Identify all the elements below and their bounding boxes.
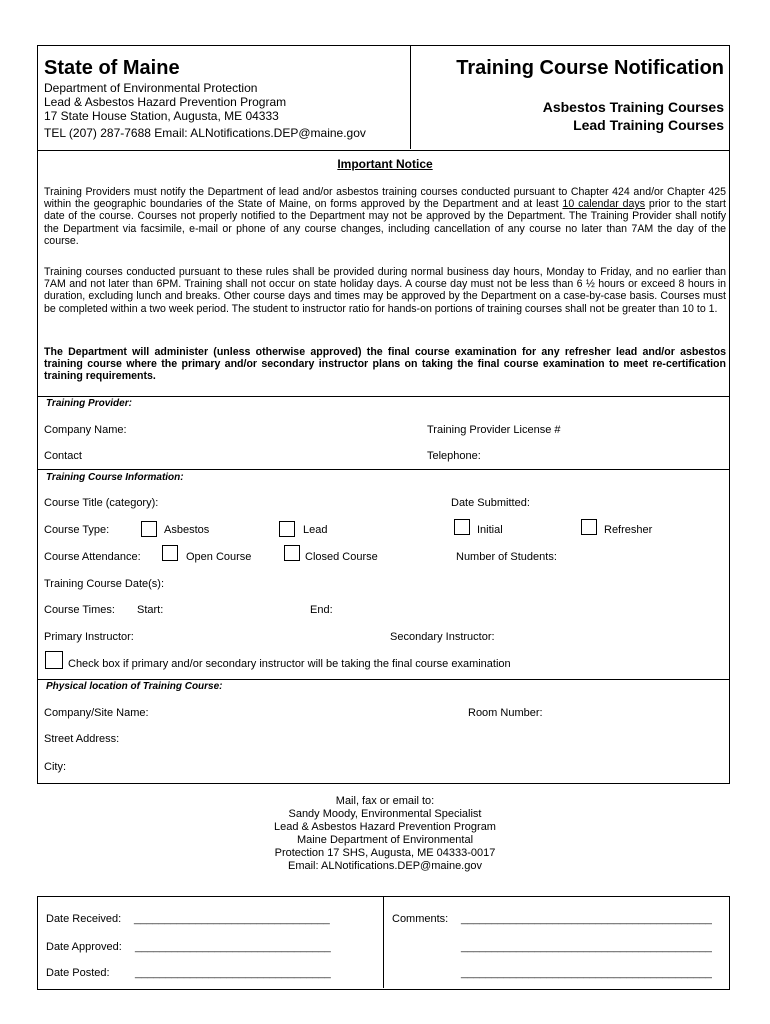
secondary-instructor-label[interactable]: Secondary Instructor: xyxy=(390,631,495,643)
notice-paragraph-3: The Department will administer (unless otherwise approved) the final course examination for any refresher lead and/or asbestos training course where the primary and/or secondary instructor plans on taking the final course examination to meet re-certification training requirements. xyxy=(44,346,726,383)
course-type-lead-heading: Lead Training Courses xyxy=(573,117,724,133)
section-physical-location: Physical location of Training Course: xyxy=(46,681,223,692)
closed-course-checkbox[interactable] xyxy=(284,545,300,561)
open-course-checkbox[interactable] xyxy=(162,545,178,561)
notice-p1-text-b: prior to the start date of the course. Courses not properly notified to the Department may not be approved by the Department. The Training Provider shall notify the Department via facsimile, e-mail or phone of any course changes, including cancellation of any course no later than 7AM the day of the course. xyxy=(44,198,726,247)
date-received-label: Date Received: xyxy=(46,913,122,925)
mail-line-4: Maine Department of Environmental xyxy=(296,834,474,846)
mail-line-3: Lead & Asbestos Hazard Prevention Program xyxy=(274,821,496,833)
course-type-asbestos-heading: Asbestos Training Courses xyxy=(542,99,724,115)
comments-line-2[interactable]: _________________________________________ xyxy=(461,941,712,953)
city-label[interactable]: City: xyxy=(44,761,66,773)
closed-course-option-label: Closed Course xyxy=(305,551,378,563)
header-divider xyxy=(410,45,411,149)
asbestos-checkbox[interactable] xyxy=(141,521,157,537)
dept-name: Department of Environmental Protection xyxy=(44,81,258,95)
number-of-students-label[interactable]: Number of Students: xyxy=(456,551,557,563)
mail-line-1: Mail, fax or email to: xyxy=(335,795,435,807)
divider-location xyxy=(37,679,730,680)
state-title: State of Maine xyxy=(44,57,180,79)
notice-p1-text-a: Training Providers must notify the Department of lead and/or asbestos training courses conducted pursuant to Chapter 424 and/or Chapter 425 within the geographic boundaries of the State of Maine, on forms approved by the Department and at least xyxy=(44,186,726,211)
date-posted-label: Date Posted: xyxy=(46,967,110,979)
contact-label[interactable]: Contact xyxy=(44,450,82,462)
course-dates-label[interactable]: Training Course Date(s): xyxy=(44,578,165,590)
course-times-label: Course Times: xyxy=(44,604,115,616)
date-approved-label: Date Approved: xyxy=(46,941,122,953)
company-name-label[interactable]: Company Name: xyxy=(44,424,127,436)
company-site-label[interactable]: Company/Site Name: xyxy=(44,707,149,719)
date-submitted-label[interactable]: Date Submitted: xyxy=(451,497,530,509)
notice-paragraph-1 xyxy=(44,186,726,247)
notice-title: Important Notice xyxy=(337,157,433,171)
room-number-label[interactable]: Room Number: xyxy=(468,707,543,719)
divider-provider xyxy=(37,396,730,397)
date-received-line[interactable]: ________________________________ xyxy=(134,913,330,925)
open-course-option-label: Open Course xyxy=(186,551,252,563)
comments-line-1[interactable]: _________________________________________ xyxy=(461,913,712,925)
mail-line-2: Sandy Moody, Environmental Specialist xyxy=(288,808,482,820)
comments-label: Comments: xyxy=(392,913,449,925)
provider-license-label[interactable]: Training Provider License # xyxy=(427,424,561,436)
mail-line-5: Protection 17 SHS, Augusta, ME 04333-0017 xyxy=(274,847,496,859)
program-name: Lead & Asbestos Hazard Prevention Program xyxy=(44,95,287,109)
course-attendance-label: Course Attendance: xyxy=(44,551,141,563)
section-course-info: Training Course Information: xyxy=(46,472,184,483)
telephone-label[interactable]: Telephone: xyxy=(427,450,481,462)
start-time-label[interactable]: Start: xyxy=(137,604,164,616)
end-time-label[interactable]: End: xyxy=(310,604,333,616)
notice-paragraph-2: Training courses conducted pursuant to these rules shall be provided during normal business day hours, Monday to Friday, and no earlier than 7AM and not later than 6PM. Training shall not occur on state holiday days. A course day must not be less than 6 ½ hours or exceed 8 hours in duration, excluding lunch and breaks. Other course days and times may be approved by the Department on a case-by-case basis. Courses must be completed within a two week period. The student to instructor ratio for hands-on portions of training courses shall not be greater than 10 to 1. xyxy=(44,266,726,315)
primary-instructor-label[interactable]: Primary Instructor: xyxy=(44,631,134,643)
divider-course-info xyxy=(37,469,730,470)
lead-option-label: Lead xyxy=(303,524,328,536)
refresher-option-label: Refresher xyxy=(604,524,653,536)
notice-p1-underline: 10 calendar days xyxy=(562,198,646,211)
comments-line-3[interactable]: _________________________________________ xyxy=(461,967,712,979)
street-address-label[interactable]: Street Address: xyxy=(44,733,120,745)
office-divider xyxy=(383,896,384,988)
initial-checkbox[interactable] xyxy=(454,519,470,535)
contact-line: TEL (207) 287-7688 Email: ALNotifications.DEP@maine.gov xyxy=(44,126,366,140)
final-exam-label: Check box if primary and/or secondary instructor will be taking the final course examination xyxy=(68,658,511,670)
form-title: Training Course Notification xyxy=(456,57,724,79)
course-title-label[interactable]: Course Title (category): xyxy=(44,497,159,509)
asbestos-option-label: Asbestos xyxy=(164,524,210,536)
address: 17 State House Station, Augusta, ME 04333 xyxy=(44,109,279,123)
initial-option-label: Initial xyxy=(477,524,503,536)
mail-line-6: Email: ALNotifications.DEP@maine.gov xyxy=(288,860,482,872)
final-exam-checkbox[interactable] xyxy=(45,651,63,669)
date-posted-line[interactable]: ________________________________ xyxy=(135,967,331,979)
date-approved-line[interactable]: ________________________________ xyxy=(135,941,331,953)
course-type-label: Course Type: xyxy=(44,524,110,536)
section-training-provider: Training Provider: xyxy=(46,398,132,409)
lead-checkbox[interactable] xyxy=(279,521,295,537)
mail-instructions xyxy=(0,795,770,873)
refresher-checkbox[interactable] xyxy=(581,519,597,535)
